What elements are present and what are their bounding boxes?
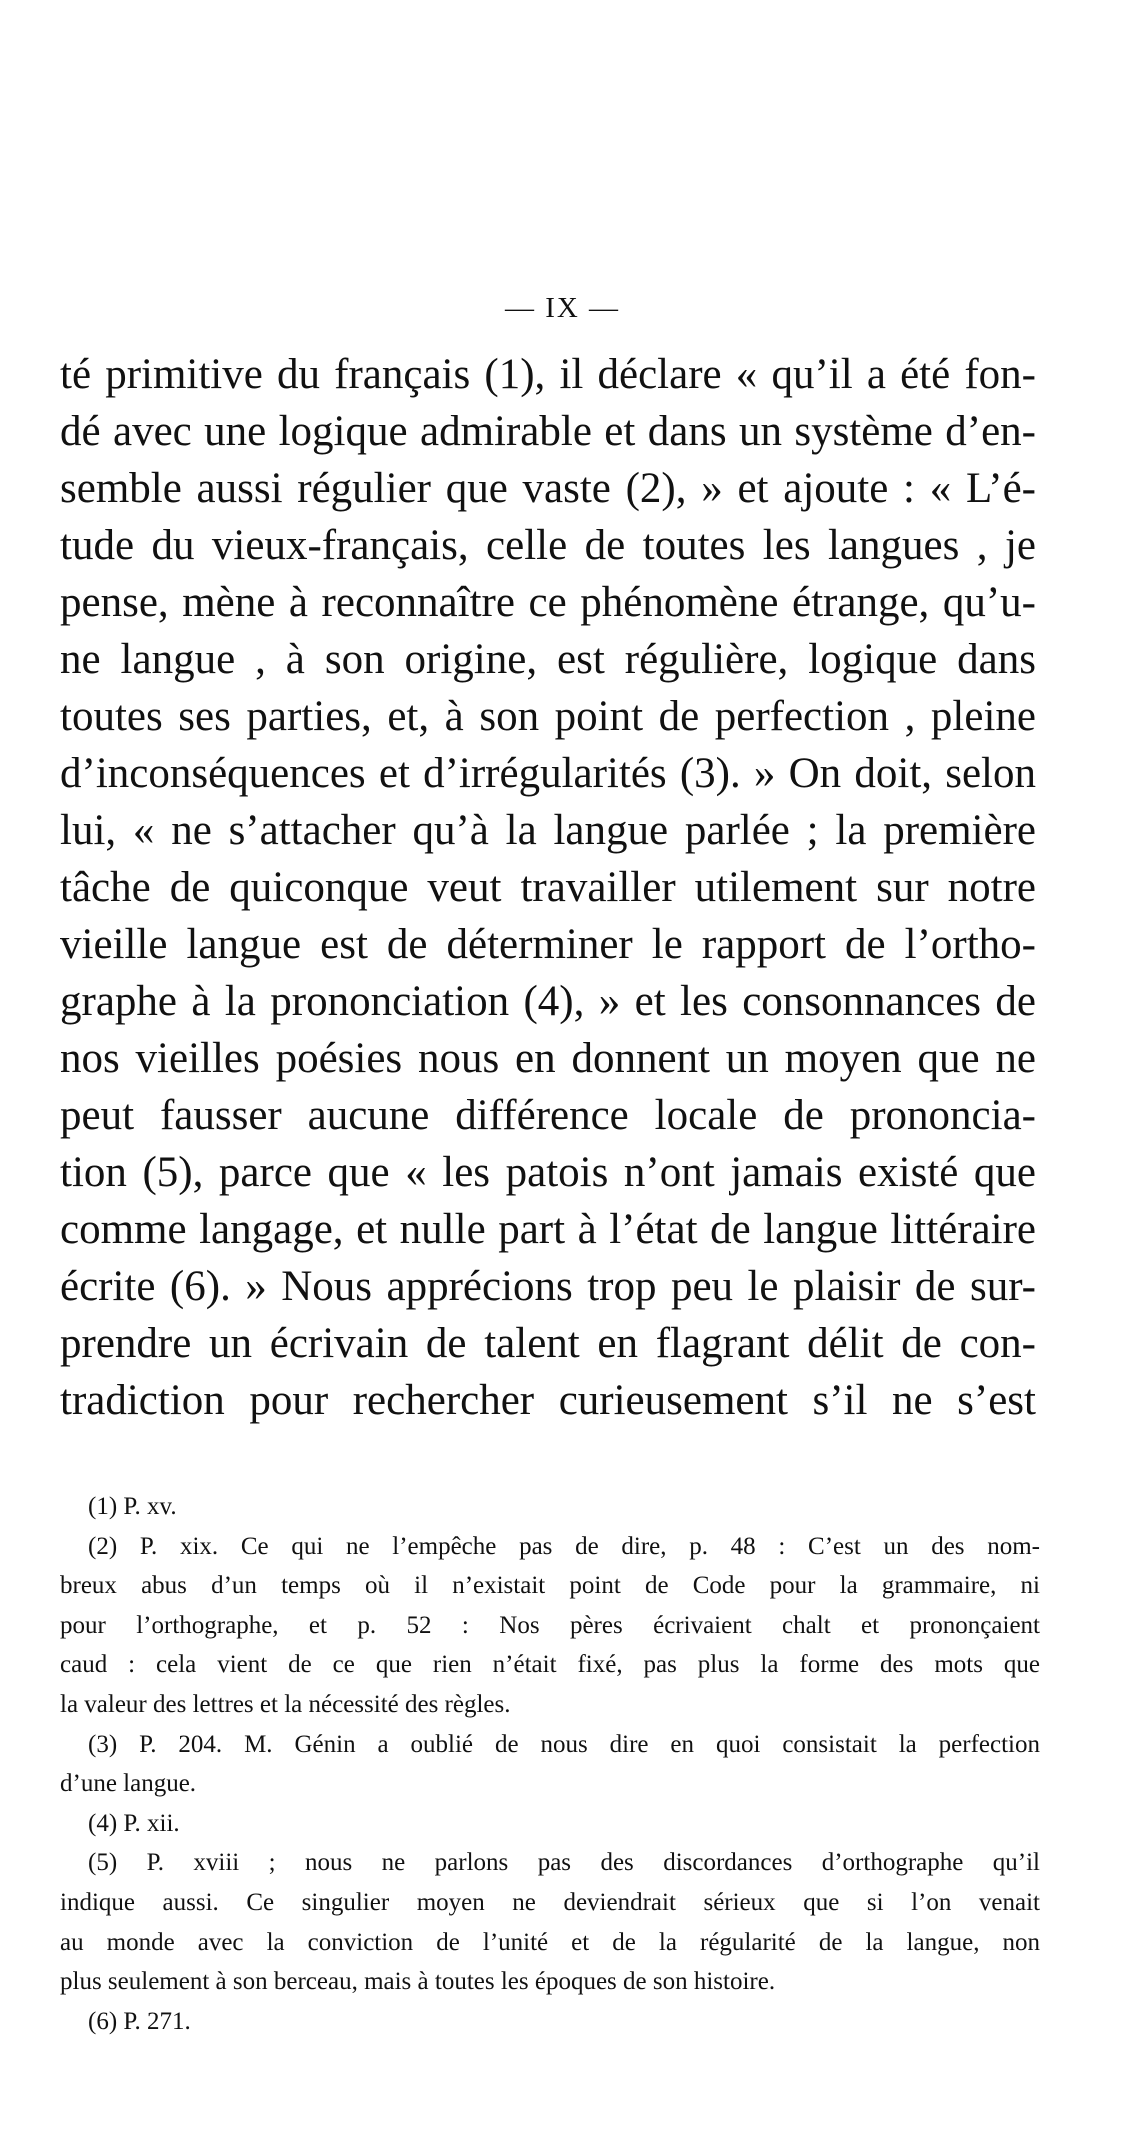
footnote-line: au monde avec la conviction de l’unité et de la régularité de la langue, non	[60, 1928, 1040, 1956]
body-line: écrite (6). » Nous apprécions trop peu le plaisir de sur-	[60, 1263, 1036, 1310]
body-line: ne langue , à son origine, est régulière, logique dans	[60, 636, 1036, 683]
footnote-3	[60, 1725, 1040, 1804]
body-line: té primitive du français (1), il déclare « qu’il a été fon-	[60, 351, 1036, 398]
body-line: lui, « ne s’attacher qu’à la langue parlée ; la première	[60, 807, 1036, 854]
footnote-line: plus seulement à son berceau, mais à toutes les époques de son histoire.	[60, 1968, 776, 1996]
footnote-line: la valeur des lettres et la nécessité des règles.	[60, 1690, 511, 1718]
body-line: d’inconséquences et d’irrégularités (3). » On doit, selon	[60, 750, 1036, 797]
page-number: — IX —	[504, 292, 621, 324]
footnote-line: pour l’orthographe, et p. 52 : Nos pères écrivaient chalt et prononçaient	[60, 1611, 1040, 1639]
footnote-line: indique aussi. Ce singulier moyen ne deviendrait sérieux que si l’on venait	[60, 1888, 1040, 1916]
body-text	[60, 346, 1036, 1429]
body-line: prendre un écrivain de talent en flagrant délit de con-	[60, 1320, 1036, 1367]
body-line: pense, mène à reconnaître ce phénomène étrange, qu’u-	[60, 579, 1036, 626]
footnote-4	[60, 1804, 1040, 1844]
footnotes	[60, 1487, 1040, 2041]
body-line: tradiction pour rechercher curieusement s’il ne s’est	[60, 1377, 1036, 1424]
footnote-line: (6) P. 271.	[88, 2007, 191, 2035]
footnote-line: caud : cela vient de ce que rien n’était fixé, pas plus la forme des mots que	[60, 1651, 1040, 1679]
body-line: graphe à la prononciation (4), » et les consonnances de	[60, 978, 1036, 1025]
body-line: semble aussi régulier que vaste (2), » et ajoute : « L’é-	[60, 465, 1036, 512]
body-line: dé avec une logique admirable et dans un système d’en-	[60, 408, 1036, 455]
body-line: peut fausser aucune différence locale de prononcia-	[60, 1092, 1036, 1139]
body-line: nos vieilles poésies nous en donnent un moyen que ne	[60, 1035, 1036, 1082]
footnote-line: breux abus d’un temps où il n’existait point de Code pour la grammaire, ni	[60, 1572, 1040, 1600]
body-line: comme langage, et nulle part à l’état de langue littéraire	[60, 1206, 1036, 1253]
footnote-5	[60, 1843, 1040, 2001]
body-line: vieille langue est de déterminer le rapport de l’ortho-	[60, 921, 1036, 968]
footnote-6	[60, 2002, 1040, 2042]
footnote-line: (5) P. xviii ; nous ne parlons pas des discordances d’orthographe qu’il	[88, 1849, 1040, 1877]
footnote-1	[60, 1487, 1040, 1527]
footnote-line: (3) P. 204. M. Génin a oublié de nous dire en quoi consistait la perfection	[88, 1730, 1040, 1758]
footnote-line: (4) P. xii.	[88, 1809, 180, 1837]
body-line: tâche de quiconque veut travailler utilement sur notre	[60, 864, 1036, 911]
footnote-2	[60, 1527, 1040, 1725]
footnote-line: d’une langue.	[60, 1770, 197, 1798]
footnote-line: (2) P. xix. Ce qui ne l’empêche pas de dire, p. 48 : C’est un des nom-	[88, 1532, 1040, 1560]
body-line: toutes ses parties, et, à son point de perfection , pleine	[60, 693, 1036, 740]
body-line: tude du vieux-français, celle de toutes les langues , je	[60, 522, 1036, 569]
footnote-line: (1) P. xv.	[88, 1493, 177, 1520]
body-line: tion (5), parce que « les patois n’ont jamais existé que	[60, 1149, 1036, 1196]
